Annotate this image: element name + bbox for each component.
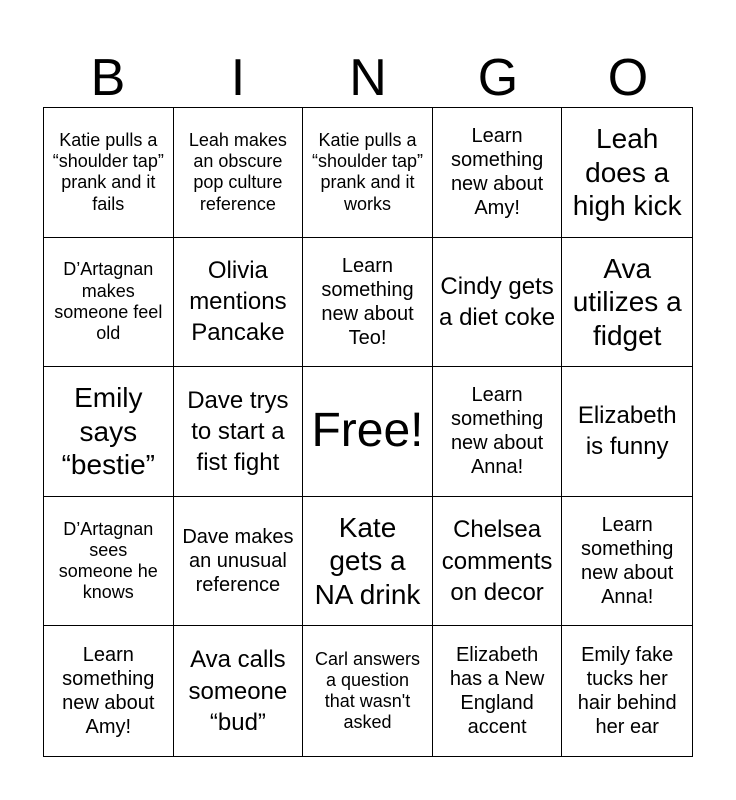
bingo-cell-r2c4[interactable]: Cindy gets a diet coke <box>433 238 563 368</box>
bingo-cell-r5c2[interactable]: Ava calls someone “bud” <box>174 626 304 756</box>
bingo-board <box>43 107 693 757</box>
header-letter-b: B <box>90 49 126 107</box>
bingo-cell-r1c2[interactable]: Leah makes an obscure pop culture reference <box>174 108 304 238</box>
bingo-cell-r4c3[interactable]: Kate gets a NA drink <box>303 497 433 627</box>
bingo-cell-r1c3[interactable]: Katie pulls a “shoulder tap” prank and it works <box>303 108 433 238</box>
header-letter-g: G <box>477 49 519 107</box>
bingo-cell-r4c1[interactable]: D’Artagnan sees someone he knows <box>44 497 174 627</box>
bingo-cell-r4c2[interactable]: Dave makes an unusual reference <box>174 497 304 627</box>
bingo-cell-r3c5[interactable]: Elizabeth is funny <box>562 367 692 497</box>
bingo-cell-r1c5[interactable]: Leah does a high kick <box>562 108 692 238</box>
bingo-cell-r3c1[interactable]: Emily says “bestie” <box>44 367 174 497</box>
bingo-cell-r2c5[interactable]: Ava utilizes a fidget <box>562 238 692 368</box>
bingo-cell-free[interactable]: Free! <box>303 367 433 497</box>
bingo-cell-r5c5[interactable]: Emily fake tucks her hair behind her ear <box>577 644 677 739</box>
bingo-cell-r1c1[interactable]: Katie pulls a “shoulder tap” prank and it fails <box>44 108 174 238</box>
bingo-cell-r2c3[interactable]: Learn something new about Teo! <box>303 238 433 368</box>
header-letter-i: I <box>230 49 246 107</box>
bingo-cell-r5c4[interactable]: Elizabeth has a New England accent <box>433 626 563 756</box>
bingo-cell-r3c4[interactable]: Learn something new about Anna! <box>433 367 563 497</box>
bingo-cell-r2c2[interactable]: Olivia mentions Pancake <box>174 238 304 368</box>
bingo-cell-r5c3[interactable]: Carl answers a question that wasn't asked <box>303 626 433 756</box>
bingo-cell-r2c1[interactable]: D’Artagnan makes someone feel old <box>44 238 174 368</box>
bingo-cell-r1c4[interactable]: Learn something new about Amy! <box>433 108 563 238</box>
header-letter-o: O <box>607 49 649 107</box>
bingo-header <box>43 42 693 108</box>
bingo-cell-r4c4[interactable]: Chelsea comments on decor <box>433 497 563 627</box>
bingo-cell-r4c5[interactable]: Learn something new about Anna! <box>562 497 692 627</box>
bingo-cell-r3c2[interactable]: Dave trys to start a fist fight <box>174 367 304 497</box>
bingo-cell-r5c1[interactable]: Learn something new about Amy! <box>44 626 174 756</box>
header-letter-n: N <box>349 49 387 107</box>
